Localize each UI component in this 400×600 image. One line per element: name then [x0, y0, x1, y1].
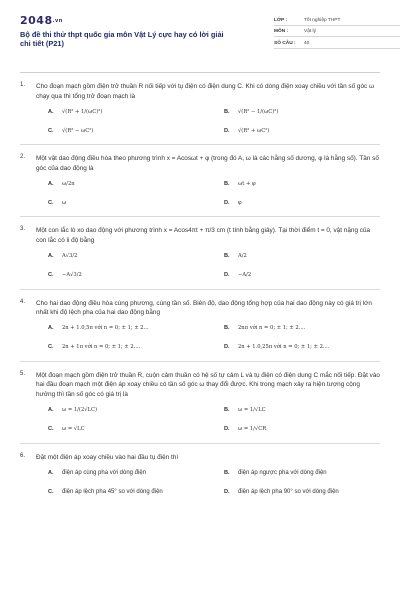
logo-main-text: 2048	[20, 14, 53, 27]
option-letter: A.	[48, 407, 54, 414]
option-letter: C.	[48, 199, 54, 206]
option-text: √(R² − 1/(ωC)²)	[238, 108, 279, 115]
meta-key: MÔN :	[274, 29, 289, 35]
option-letter: B.	[224, 325, 230, 332]
meta-value: Vật lý	[304, 29, 316, 35]
document-header	[20, 14, 380, 66]
option-text: √(R² + 1/(ωC)²)	[62, 108, 103, 115]
option-text: 2n + 1.0,5π với n = 0; ± 1; ± 2...	[62, 325, 149, 332]
option-text: −A√3/2	[62, 272, 82, 279]
answer-option[interactable]	[224, 343, 384, 352]
question-number: 2.	[20, 154, 26, 161]
question-text: Một con lắc lò xo dao động với phương trình x = Acos4πt + π/3 cm (t tính bằng giây). Tại thời điểm t = 0, vật nặng của con lắc có li độ bằng	[36, 227, 371, 244]
option-letter: B.	[224, 469, 230, 476]
answer-option[interactable]	[224, 324, 384, 333]
meta-row-subject	[274, 28, 400, 38]
question-text: Cho hai dao động điều hòa cùng phương, cùng tần số. Biên độ, dao động tổng hợp của hai dao động này có giá trị lớn nhất khi độ lệch pha của hai dao động bằng	[36, 299, 372, 317]
question-item	[20, 453, 380, 497]
question-number: 3.	[20, 226, 26, 233]
option-text: √(R² − ωC²)	[62, 127, 94, 134]
option-letter: B.	[224, 180, 230, 187]
question-text: Cho đoạn mạch gồm điện trở thuần R nối tiếp với tụ điện có điện dung C. Khi có dòng điện xoay chiều với tần số góc ω chạy qua thì tổng trở đoạn mạch là	[36, 83, 375, 100]
meta-value: Tốt nghiệp THPT	[304, 17, 341, 23]
question-item	[20, 226, 380, 279]
question-separator	[20, 289, 380, 290]
answer-options	[48, 324, 380, 352]
answer-option[interactable]	[48, 324, 224, 333]
option-text: A√3/2	[62, 253, 78, 260]
option-letter: D.	[224, 199, 230, 206]
question-number: 1.	[20, 82, 26, 88]
question-item	[20, 154, 380, 207]
option-letter: C.	[48, 127, 54, 134]
option-letter: D.	[224, 127, 230, 134]
answer-option[interactable]	[48, 107, 224, 116]
option-text: điện áp lệch pha 45° so với dòng điện	[62, 488, 163, 495]
option-text: −A/2	[238, 272, 252, 279]
question-separator	[20, 361, 380, 362]
meta-value: 40	[304, 40, 310, 46]
question-item	[20, 371, 380, 434]
document-title: Bộ đề thi thử thpt quốc gia môn Vật Lý cực hay có lời giải chi tiết (P21)	[20, 30, 224, 49]
header-divider	[20, 72, 380, 73]
answer-options	[48, 179, 380, 207]
answer-option[interactable]	[224, 406, 384, 415]
answer-option[interactable]	[48, 179, 224, 188]
answer-option[interactable]	[224, 252, 384, 261]
meta-key: SỐ CÂU :	[274, 40, 296, 46]
answer-option[interactable]	[48, 487, 224, 496]
option-text: ω/2π	[62, 180, 75, 187]
option-letter: D.	[224, 344, 230, 351]
question-number: 6.	[20, 452, 26, 459]
answer-option[interactable]	[224, 126, 384, 135]
question-separator	[20, 144, 380, 145]
option-text: ω	[62, 199, 67, 206]
answer-option[interactable]	[48, 252, 224, 261]
answer-option[interactable]	[224, 468, 384, 477]
answer-option[interactable]	[48, 343, 224, 352]
option-text: 2n + 1π với n = 0; ± 1; ± 2....	[62, 344, 141, 351]
meta-row-count	[274, 39, 400, 49]
question-number: 4.	[20, 298, 26, 305]
option-text: 2nπ với n = 0; ± 1; ± 2....	[238, 325, 306, 332]
option-letter: B.	[224, 407, 230, 414]
option-letter: A.	[48, 180, 54, 187]
option-letter: C.	[48, 426, 54, 433]
option-letter: C.	[48, 272, 54, 279]
option-letter: D.	[224, 488, 230, 495]
option-text: ω = 1/(2√LC)	[62, 407, 97, 414]
option-letter: A.	[48, 253, 54, 260]
meta-table	[274, 16, 400, 51]
answer-option[interactable]	[48, 126, 224, 135]
answer-option[interactable]	[224, 198, 384, 207]
question-separator	[20, 443, 380, 444]
answer-option[interactable]	[224, 425, 384, 434]
answer-options	[48, 406, 380, 434]
option-letter: A.	[48, 108, 54, 115]
option-letter: C.	[48, 344, 54, 351]
option-text: ω = 1/√CR	[238, 426, 267, 433]
question-text: Một đoạn mạch gồm điện trở thuần R, cuộn cảm thuần có hệ số tự cảm L và tụ điện có điện dung C mắc nối tiếp. Đặt vào hai đầu đoạn mạch một điện áp xoay chiều có tần số góc ω thay đổi được. Khi trong mạch xảy ra hiện tượng cộng hưởng thì tần số góc có giá trị là	[36, 371, 380, 398]
option-text: √(R² + ωC²)	[238, 127, 270, 134]
option-letter: D.	[224, 426, 230, 433]
option-letter: B.	[224, 253, 230, 260]
option-letter: D.	[224, 272, 230, 279]
question-text: Một vật dao động điều hòa theo phương trình x = Acosωt + φ (trong đó A, ω là các hằng số dương, φ là hằng số). Tần số góc của dao động là	[36, 155, 379, 172]
answer-option[interactable]	[224, 271, 384, 280]
answer-option[interactable]	[48, 406, 224, 415]
answer-options	[48, 252, 380, 280]
question-item	[20, 82, 380, 135]
answer-option[interactable]	[48, 425, 224, 434]
option-text: điện áp ngược pha với dòng điện	[238, 469, 327, 476]
question-separator	[20, 216, 380, 217]
option-text: 2n + 1.0,25π với n = 0; ± 1; ± 2....	[238, 344, 330, 351]
question-list	[20, 82, 380, 496]
meta-key: LỚP :	[274, 17, 288, 23]
question-text: Đặt một điện áp xoay chiều vào hai đầu tụ điện thì	[36, 453, 179, 461]
option-text: điện áp lệch pha 90° so với dòng điện	[238, 488, 339, 495]
meta-row-class	[274, 16, 400, 26]
answer-options	[48, 468, 380, 496]
option-letter: A.	[48, 325, 54, 332]
answer-option[interactable]	[224, 487, 384, 496]
option-text: φ	[238, 199, 242, 206]
answer-option[interactable]	[48, 468, 224, 477]
answer-option[interactable]	[48, 271, 224, 280]
logo-sub-text: .vn	[52, 18, 63, 24]
option-letter: B.	[224, 108, 230, 115]
option-text: ω = 1/√LC	[238, 407, 266, 414]
option-text: ω = √LC	[62, 426, 85, 433]
answer-option[interactable]	[224, 179, 384, 188]
option-text: ωt + φ	[238, 180, 256, 187]
option-text: A/2	[238, 253, 247, 260]
option-letter: C.	[48, 488, 54, 495]
option-text: điện áp cùng pha với dòng điện	[62, 469, 146, 476]
question-number: 5.	[20, 370, 26, 377]
answer-options	[48, 107, 380, 135]
answer-option[interactable]	[224, 107, 384, 116]
answer-option[interactable]	[48, 198, 224, 207]
question-item	[20, 299, 380, 352]
option-letter: A.	[48, 469, 54, 476]
